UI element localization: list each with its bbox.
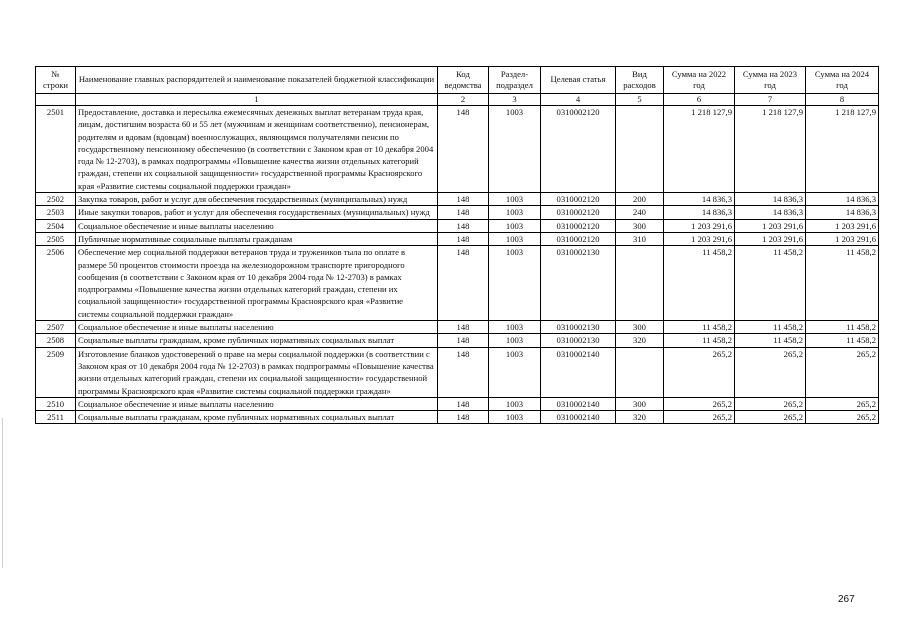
- row-sum-2024: 265,2: [806, 347, 879, 397]
- row-expense-kind: 320: [616, 334, 664, 347]
- row-expense-kind: 200: [616, 193, 664, 206]
- col-number-cell: 1: [76, 94, 438, 106]
- row-name: Социальное обеспечение и иные выплаты населению: [76, 321, 438, 334]
- column-number-row: [36, 94, 879, 106]
- row-sum-2023: 11 458,2: [735, 334, 806, 347]
- table-row: [36, 397, 879, 410]
- col-number-cell: [36, 94, 76, 106]
- row-dept-code: 148: [438, 206, 489, 219]
- row-number: 2508: [36, 334, 76, 347]
- row-section: 1003: [489, 232, 541, 245]
- row-expense-kind: [616, 106, 664, 193]
- table-row: [36, 334, 879, 347]
- row-sum-2023: 1 203 291,6: [735, 232, 806, 245]
- col-number-cell: 4: [541, 94, 616, 106]
- row-name: Публичные нормативные социальные выплаты гражданам: [76, 232, 438, 245]
- row-target-article: 0310002130: [541, 321, 616, 334]
- row-sum-2022: 1 203 291,6: [664, 232, 735, 245]
- col-header-name: Наименование главных распорядителей и наименование показателей бюджетной классификации: [76, 67, 438, 94]
- row-name: Социальное обеспечение и иные выплаты населению: [76, 397, 438, 410]
- row-sum-2024: 11 458,2: [806, 334, 879, 347]
- row-sum-2024: 1 203 291,6: [806, 232, 879, 245]
- row-number: 2502: [36, 193, 76, 206]
- col-number-cell: 5: [616, 94, 664, 106]
- row-target-article: 0310002140: [541, 397, 616, 410]
- scan-margin-line: [2, 418, 3, 568]
- table-row: [36, 106, 879, 193]
- row-sum-2023: 14 836,3: [735, 193, 806, 206]
- row-dept-code: 148: [438, 321, 489, 334]
- table-row: [36, 193, 879, 206]
- col-number-cell: 2: [438, 94, 489, 106]
- row-expense-kind: 300: [616, 219, 664, 232]
- row-name: Закупка товаров, работ и услуг для обеспечения государственных (муниципальных) нужд: [76, 193, 438, 206]
- col-number-cell: 3: [489, 94, 541, 106]
- row-number: 2501: [36, 106, 76, 193]
- row-dept-code: 148: [438, 193, 489, 206]
- row-sum-2024: 11 458,2: [806, 246, 879, 321]
- budget-table: [35, 66, 879, 424]
- row-target-article: 0310002130: [541, 334, 616, 347]
- row-section: 1003: [489, 397, 541, 410]
- row-target-article: 0310002140: [541, 347, 616, 397]
- row-number: 2506: [36, 246, 76, 321]
- row-name: Обеспечение мер социальной поддержки ветеранов труда и тружеников тыла по оплате в размере 50 процентов стоимости проезда на железнодорожном транспорте пригородного сообщения (в соответствии с Законом края от 10 декабря 2004 года № 12-2703) в рамках подпрограммы «Повышение качества жизни отдельных категорий граждан, степени их социальной защищенности» государственной программы Красноярского края «Развитие системы социальной поддержки граждан»: [76, 246, 438, 321]
- row-section: 1003: [489, 246, 541, 321]
- row-sum-2023: 11 458,2: [735, 321, 806, 334]
- row-section: 1003: [489, 334, 541, 347]
- row-number: 2509: [36, 347, 76, 397]
- row-section: 1003: [489, 219, 541, 232]
- row-number: 2510: [36, 397, 76, 410]
- row-number: 2505: [36, 232, 76, 245]
- row-name: Изготовление бланков удостоверений о праве на меры социальной поддержки (в соответствии с Законом края от 10 декабря 2004 года № 12-2703) в рамках подпрограммы «Повышение качества жизни отдельных категорий граждан, степени их социальной защищенности» государственной программы Красноярского края «Развитие системы социальной поддержки граждан»: [76, 347, 438, 397]
- table-row: [36, 347, 879, 397]
- row-section: 1003: [489, 193, 541, 206]
- row-expense-kind: 240: [616, 206, 664, 219]
- row-sum-2023: 1 218 127,9: [735, 106, 806, 193]
- table-row: [36, 246, 879, 321]
- table-row: [36, 232, 879, 245]
- row-target-article: 0310002140: [541, 411, 616, 424]
- col-header-section: Раздел-подраздел: [489, 67, 541, 94]
- row-dept-code: 148: [438, 411, 489, 424]
- row-sum-2022: 1 218 127,9: [664, 106, 735, 193]
- row-expense-kind: 300: [616, 397, 664, 410]
- table-body: [36, 106, 879, 424]
- row-target-article: 0310002120: [541, 219, 616, 232]
- table-row: [36, 206, 879, 219]
- col-header-sum-2022: Сумма на 2022 год: [664, 67, 735, 94]
- row-target-article: 0310002120: [541, 106, 616, 193]
- row-sum-2022: 14 836,3: [664, 206, 735, 219]
- row-sum-2023: 1 203 291,6: [735, 219, 806, 232]
- col-number-cell: 6: [664, 94, 735, 106]
- row-dept-code: 148: [438, 397, 489, 410]
- row-name: Социальные выплаты гражданам, кроме публичных нормативных социальных выплат: [76, 411, 438, 424]
- row-name: Социальные выплаты гражданам, кроме публичных нормативных социальных выплат: [76, 334, 438, 347]
- row-dept-code: 148: [438, 347, 489, 397]
- page-number: 267: [838, 594, 855, 605]
- row-sum-2024: 1 203 291,6: [806, 219, 879, 232]
- row-sum-2022: 265,2: [664, 397, 735, 410]
- row-sum-2023: 11 458,2: [735, 246, 806, 321]
- row-sum-2024: 14 836,3: [806, 206, 879, 219]
- row-number: 2504: [36, 219, 76, 232]
- row-section: 1003: [489, 411, 541, 424]
- row-target-article: 0310002120: [541, 232, 616, 245]
- header-row: [36, 67, 879, 94]
- row-sum-2024: 14 836,3: [806, 193, 879, 206]
- col-number-cell: 8: [806, 94, 879, 106]
- row-sum-2024: 265,2: [806, 397, 879, 410]
- row-number: 2511: [36, 411, 76, 424]
- row-sum-2022: 14 836,3: [664, 193, 735, 206]
- row-sum-2024: 265,2: [806, 411, 879, 424]
- row-section: 1003: [489, 106, 541, 193]
- row-name: Иные закупки товаров, работ и услуг для обеспечения государственных (муниципальных) нужд: [76, 206, 438, 219]
- row-sum-2022: 1 203 291,6: [664, 219, 735, 232]
- row-dept-code: 148: [438, 106, 489, 193]
- col-header-sum-2023: Сумма на 2023 год: [735, 67, 806, 94]
- col-header-target-article: Целевая статья: [541, 67, 616, 94]
- col-header-dept-code: Код ведомства: [438, 67, 489, 94]
- row-sum-2024: 1 218 127,9: [806, 106, 879, 193]
- row-name: Предоставление, доставка и пересылка ежемесячных денежных выплат ветеранам труда края, лицам, достигшим возраста 60 и 55 лет (мужчинам и женщинам соответственно), пенсионерам, родителям и вдовам (вдовцам) военнослужащих, являющимся получателями пенсии по государственному пенсионному обеспечению (в соответствии с Законом края от 10 декабря 2004 года № 12-2703), в рамках подпрограммы «Повышение качества жизни отдельных категорий граждан, степени их социальной защищенности» государственной программы Красноярского края «Развитие системы социальной поддержки граждан»: [76, 106, 438, 193]
- row-dept-code: 148: [438, 232, 489, 245]
- table-row: [36, 321, 879, 334]
- row-expense-kind: 300: [616, 321, 664, 334]
- row-expense-kind: [616, 347, 664, 397]
- row-sum-2024: 11 458,2: [806, 321, 879, 334]
- col-number-cell: 7: [735, 94, 806, 106]
- row-expense-kind: 320: [616, 411, 664, 424]
- row-sum-2023: 265,2: [735, 397, 806, 410]
- row-sum-2022: 265,2: [664, 347, 735, 397]
- row-sum-2022: 11 458,2: [664, 321, 735, 334]
- row-section: 1003: [489, 321, 541, 334]
- col-header-sum-2024: Сумма на 2024 год: [806, 67, 879, 94]
- row-section: 1003: [489, 206, 541, 219]
- row-sum-2023: 265,2: [735, 347, 806, 397]
- row-sum-2022: 11 458,2: [664, 334, 735, 347]
- row-target-article: 0310002120: [541, 206, 616, 219]
- col-header-row-number: № строки: [36, 67, 76, 94]
- row-section: 1003: [489, 347, 541, 397]
- row-expense-kind: 310: [616, 232, 664, 245]
- row-dept-code: 148: [438, 334, 489, 347]
- row-sum-2022: 11 458,2: [664, 246, 735, 321]
- table-row: [36, 411, 879, 424]
- row-name: Социальное обеспечение и иные выплаты населению: [76, 219, 438, 232]
- row-number: 2503: [36, 206, 76, 219]
- col-header-expense-kind: Вид расходов: [616, 67, 664, 94]
- row-dept-code: 148: [438, 219, 489, 232]
- row-dept-code: 148: [438, 246, 489, 321]
- row-expense-kind: [616, 246, 664, 321]
- row-sum-2022: 265,2: [664, 411, 735, 424]
- row-target-article: 0310002120: [541, 193, 616, 206]
- row-sum-2023: 265,2: [735, 411, 806, 424]
- row-number: 2507: [36, 321, 76, 334]
- row-target-article: 0310002130: [541, 246, 616, 321]
- row-sum-2023: 14 836,3: [735, 206, 806, 219]
- table-row: [36, 219, 879, 232]
